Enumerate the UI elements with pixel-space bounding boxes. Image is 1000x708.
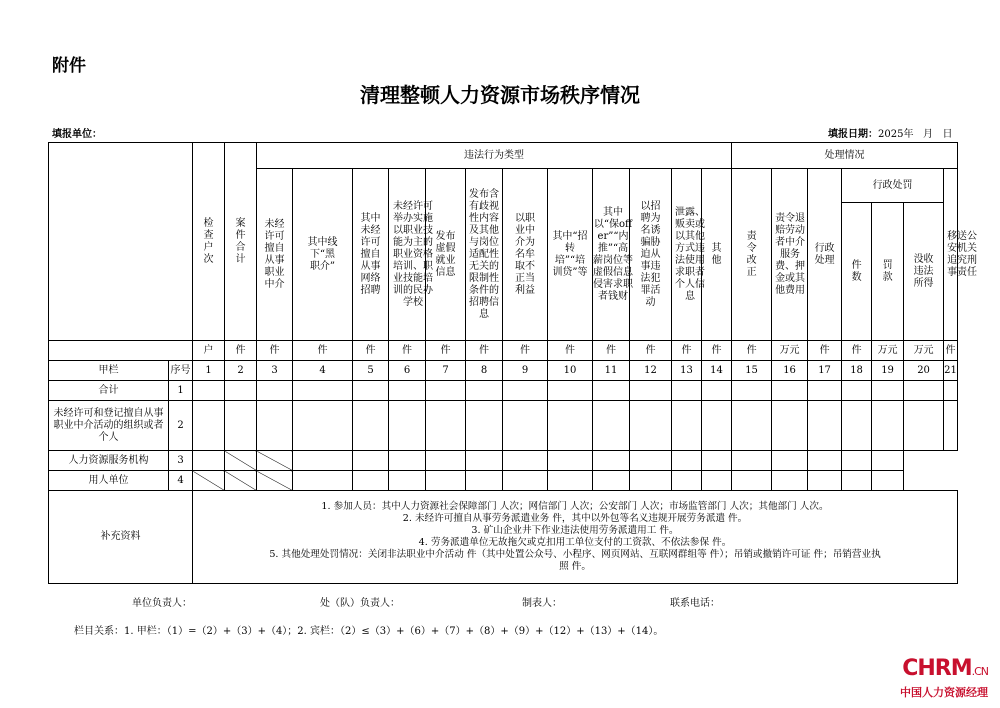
- col-number: 6: [389, 361, 426, 381]
- unit-cell: 件: [225, 341, 257, 361]
- preparer-label: 制表人：: [522, 598, 562, 609]
- data-cell[interactable]: [257, 381, 293, 401]
- unit-cell: 件: [944, 341, 958, 361]
- data-cell[interactable]: [225, 401, 257, 451]
- units-corner: [49, 341, 193, 361]
- logo-subtitle: 中国人力资源经理: [900, 686, 988, 699]
- data-cell[interactable]: [808, 401, 842, 451]
- data-cell[interactable]: [548, 451, 593, 471]
- fill-unit-label: 填报单位：: [52, 129, 102, 140]
- dept-head-label: 处（队）负责人：: [320, 598, 400, 609]
- row-label: 人力资源服务机构: [49, 451, 169, 471]
- data-cell[interactable]: [466, 381, 503, 401]
- supplement-line: 3. 矿山企业井下作业违法使用劳务派遣用工 件。: [471, 525, 679, 536]
- data-cell[interactable]: [466, 401, 503, 451]
- data-cell[interactable]: [353, 471, 389, 491]
- unit-cell: 件: [503, 341, 548, 361]
- data-cell[interactable]: [353, 401, 389, 451]
- disabled-cell: [257, 451, 293, 471]
- data-cell[interactable]: [593, 471, 630, 491]
- column-relation-note: 栏目关系：1. 甲栏：（1）=（2）+（3）+（4）；2. 宾栏：（2）≤（3）+（6）+（7）+（8）+（9）+（12）+（13）+（14）。: [74, 626, 664, 637]
- data-cell[interactable]: [702, 381, 732, 401]
- supplement-line: 2. 未经许可擅自从事劳务派遣业务 件，其中以外包等名义违规开展劳务派遣 件。: [402, 513, 748, 524]
- data-cell[interactable]: [426, 451, 466, 471]
- col-v4: 未经许可举办实施以职业技能为主的职业资格培训、职业技能培训的民办学校: [389, 169, 426, 341]
- supplement-label: 补充资料: [49, 491, 193, 584]
- col-number: 15: [732, 361, 772, 381]
- unit-cell: 件: [293, 341, 353, 361]
- unit-cell: 件: [593, 341, 630, 361]
- col-v9: 其中以“保offer”“内推”“高薪岗位等虚假信息侵害求职者钱财: [593, 169, 630, 341]
- col-number: 17: [808, 361, 842, 381]
- data-cell[interactable]: [466, 471, 503, 491]
- label-jia: 甲栏: [49, 361, 169, 381]
- data-cell[interactable]: [593, 381, 630, 401]
- data-cell[interactable]: [426, 471, 466, 491]
- unit-cell: 万元: [872, 341, 904, 361]
- data-cell[interactable]: [389, 381, 426, 401]
- data-cell[interactable]: [548, 381, 593, 401]
- data-cell[interactable]: [872, 401, 904, 451]
- col-number: 11: [593, 361, 630, 381]
- disabled-cell: [225, 471, 257, 491]
- row-label: 合计: [49, 381, 169, 401]
- supplement-line: 4. 劳务派遣单位无故拖欠或克扣用工单位支付的工资款、不依法参保 件。: [418, 537, 732, 548]
- unit-cell: 件: [548, 341, 593, 361]
- col-v12: 其他: [702, 169, 732, 341]
- col-transfer: 移送公安机关追究刑事责任: [944, 169, 958, 341]
- data-cell[interactable]: [193, 401, 225, 451]
- col-number: 1: [193, 361, 225, 381]
- col-number: 18: [842, 361, 872, 381]
- chrm-logo: [888, 656, 988, 702]
- col-number: 20: [904, 361, 944, 381]
- number-row: [49, 361, 958, 381]
- unit-cell: 件: [630, 341, 672, 361]
- page-title: 清理整顿人力资源市场秩序情况: [360, 83, 640, 107]
- data-cell[interactable]: [702, 471, 732, 491]
- unit-cell: 万元: [772, 341, 808, 361]
- data-cell[interactable]: [353, 451, 389, 471]
- col-v11: 泄露、贩卖或以其他方式违法使用求职者个人信息: [672, 169, 702, 341]
- col-number: 4: [293, 361, 353, 381]
- row-label: 用人单位: [49, 471, 169, 491]
- data-cell[interactable]: [548, 401, 593, 451]
- data-cell[interactable]: [548, 471, 593, 491]
- unit-cell: 件: [702, 341, 732, 361]
- data-cell[interactable]: [702, 401, 732, 451]
- supplement-notes: [193, 491, 958, 584]
- col-v3: 其中未经许可擅自从事网络招聘: [353, 169, 389, 341]
- supplement-line: 照 件。: [559, 561, 591, 572]
- supplement-line: 5. 其他处理处罚情况：关闭非法职业中介活动 件（其中处置公众号、小程序、网页网站、互联网群组等 件）；吊销或撤销许可证 件；吊销营业执: [269, 549, 881, 560]
- data-cell[interactable]: [593, 451, 630, 471]
- data-cell[interactable]: [702, 451, 732, 471]
- fill-date-value: 2025年 月 日: [878, 129, 953, 140]
- data-cell[interactable]: [193, 451, 225, 471]
- statistics-table: [48, 142, 978, 584]
- data-cell[interactable]: [904, 381, 944, 401]
- data-cell[interactable]: [630, 451, 672, 471]
- data-cell[interactable]: [293, 451, 353, 471]
- col-number: 7: [426, 361, 466, 381]
- col-number: 8: [466, 361, 503, 381]
- data-cell[interactable]: [944, 381, 958, 401]
- data-cell[interactable]: [672, 381, 702, 401]
- unit-cell: 件: [672, 341, 702, 361]
- unit-cell: 件: [732, 341, 772, 361]
- col-v10: 以招聘为名诱骗胁迫从事违法犯罪活动: [630, 169, 672, 341]
- col-number: 2: [225, 361, 257, 381]
- col-number: 21: [944, 361, 958, 381]
- phone-label: 联系电话：: [670, 598, 720, 609]
- data-cell[interactable]: [872, 451, 904, 471]
- data-cell[interactable]: [808, 471, 842, 491]
- data-cell[interactable]: [672, 451, 702, 471]
- supplement-line: 1. 参加人员：其中人力资源社会保障部门 人次；网信部门 人次；公安部门 人次；市场监管部门 人次；其他部门 人次。: [321, 501, 829, 512]
- fill-date: [828, 125, 953, 140]
- data-cell[interactable]: [630, 381, 672, 401]
- supplement-row: [49, 491, 958, 584]
- col-v5: 发布虚假就业信息: [426, 169, 466, 341]
- col-number: 14: [702, 361, 732, 381]
- data-cell[interactable]: [672, 401, 702, 451]
- unit-cell: 户: [193, 341, 225, 361]
- data-cell[interactable]: [503, 471, 548, 491]
- data-cell[interactable]: [732, 401, 772, 451]
- row-seq: 3: [169, 451, 193, 471]
- col-v8: 其中“招转培”“培训贷”等: [548, 169, 593, 341]
- group-violation-types: 违法行为类型: [257, 143, 732, 169]
- unit-cell: 件: [842, 341, 872, 361]
- col-check-households: 检查户次: [193, 143, 225, 341]
- data-cell[interactable]: [503, 451, 548, 471]
- row-seq: 4: [169, 471, 193, 491]
- data-cell[interactable]: [872, 471, 904, 491]
- attachment-label: 附件: [52, 56, 86, 76]
- header-corner: [49, 143, 193, 341]
- table-row: [49, 451, 958, 471]
- group-handling: 处理情况: [732, 143, 958, 169]
- col-h2: 责令退赔劳动者中介服务费、押金或其他费用: [772, 169, 808, 341]
- data-cell[interactable]: [353, 381, 389, 401]
- unit-cell: 件: [257, 341, 293, 361]
- data-cell[interactable]: [389, 451, 426, 471]
- col-v2: 其中线下“黑职介”: [293, 169, 353, 341]
- data-cell[interactable]: [732, 381, 772, 401]
- table-row: [49, 401, 958, 451]
- data-cell[interactable]: [842, 471, 872, 491]
- data-cell[interactable]: [672, 471, 702, 491]
- col-number: 16: [772, 361, 808, 381]
- data-cell[interactable]: [842, 451, 872, 471]
- data-cell[interactable]: [772, 471, 808, 491]
- data-cell[interactable]: [732, 471, 772, 491]
- disabled-cell: [193, 471, 225, 491]
- units-row: [49, 341, 958, 361]
- data-cell[interactable]: [808, 381, 842, 401]
- unit-cell: 件: [353, 341, 389, 361]
- unit-cell: 件: [808, 341, 842, 361]
- label-seq: 序号: [169, 361, 193, 381]
- data-cell[interactable]: [389, 471, 426, 491]
- col-h1: 责令改正: [732, 169, 772, 341]
- data-cell[interactable]: [426, 401, 466, 451]
- col-p1: 件数: [842, 203, 872, 341]
- col-number: 13: [672, 361, 702, 381]
- data-cell[interactable]: [772, 451, 808, 471]
- col-v6: 发布含有歧视性内容及其他与岗位适配性无关的限制性条件的招聘信息: [466, 169, 503, 341]
- col-number: 3: [257, 361, 293, 381]
- col-p3: 没收违法所得: [904, 203, 944, 341]
- col-number: 19: [872, 361, 904, 381]
- data-cell[interactable]: [772, 401, 808, 451]
- data-cell[interactable]: [772, 381, 808, 401]
- unit-cell: 件: [466, 341, 503, 361]
- data-cell[interactable]: [257, 401, 293, 451]
- col-h3: 行政处理: [808, 169, 842, 341]
- data-cell[interactable]: [389, 401, 426, 451]
- logo-text: CHRM.CN: [902, 656, 988, 681]
- row-seq: 2: [169, 401, 193, 451]
- data-cell[interactable]: [193, 381, 225, 401]
- col-number: 10: [548, 361, 593, 381]
- col-number: 5: [353, 361, 389, 381]
- data-cell[interactable]: [904, 401, 944, 451]
- disabled-cell: [257, 471, 293, 491]
- data-cell[interactable]: [225, 381, 257, 401]
- data-cell[interactable]: [293, 471, 353, 491]
- unit-cell: 万元: [904, 341, 944, 361]
- unit-cell: 件: [389, 341, 426, 361]
- data-cell[interactable]: [842, 381, 872, 401]
- data-cell[interactable]: [466, 451, 503, 471]
- fill-date-label: 填报日期：: [828, 129, 878, 140]
- data-cell[interactable]: [293, 381, 353, 401]
- row-seq: 1: [169, 381, 193, 401]
- data-cell[interactable]: [842, 401, 872, 451]
- data-cell[interactable]: [732, 451, 772, 471]
- unit-cell: 件: [426, 341, 466, 361]
- col-number: 9: [503, 361, 548, 381]
- data-cell[interactable]: [872, 381, 904, 401]
- table-row: [49, 471, 958, 491]
- data-cell[interactable]: [503, 381, 548, 401]
- data-cell[interactable]: [426, 381, 466, 401]
- col-v7: 以职业中介为名牟取不正当利益: [503, 169, 548, 341]
- group-admin-penalty: 行政处罚: [842, 169, 944, 203]
- data-cell[interactable]: [503, 401, 548, 451]
- col-v1: 未经许可擅自从事职业中介: [257, 169, 293, 341]
- table-row: [49, 381, 958, 401]
- data-cell[interactable]: [808, 451, 842, 471]
- data-cell[interactable]: [293, 401, 353, 451]
- data-cell[interactable]: [630, 471, 672, 491]
- col-p2: 罚款: [872, 203, 904, 341]
- data-cell[interactable]: [630, 401, 672, 451]
- unit-head-label: 单位负责人：: [132, 598, 192, 609]
- col-case-total: 案件合计: [225, 143, 257, 341]
- row-label: 未经许可和登记擅自从事职业中介活动的组织或者个人: [49, 401, 169, 451]
- data-cell[interactable]: [944, 401, 958, 451]
- disabled-cell: [225, 451, 257, 471]
- col-number: 12: [630, 361, 672, 381]
- data-cell[interactable]: [593, 401, 630, 451]
